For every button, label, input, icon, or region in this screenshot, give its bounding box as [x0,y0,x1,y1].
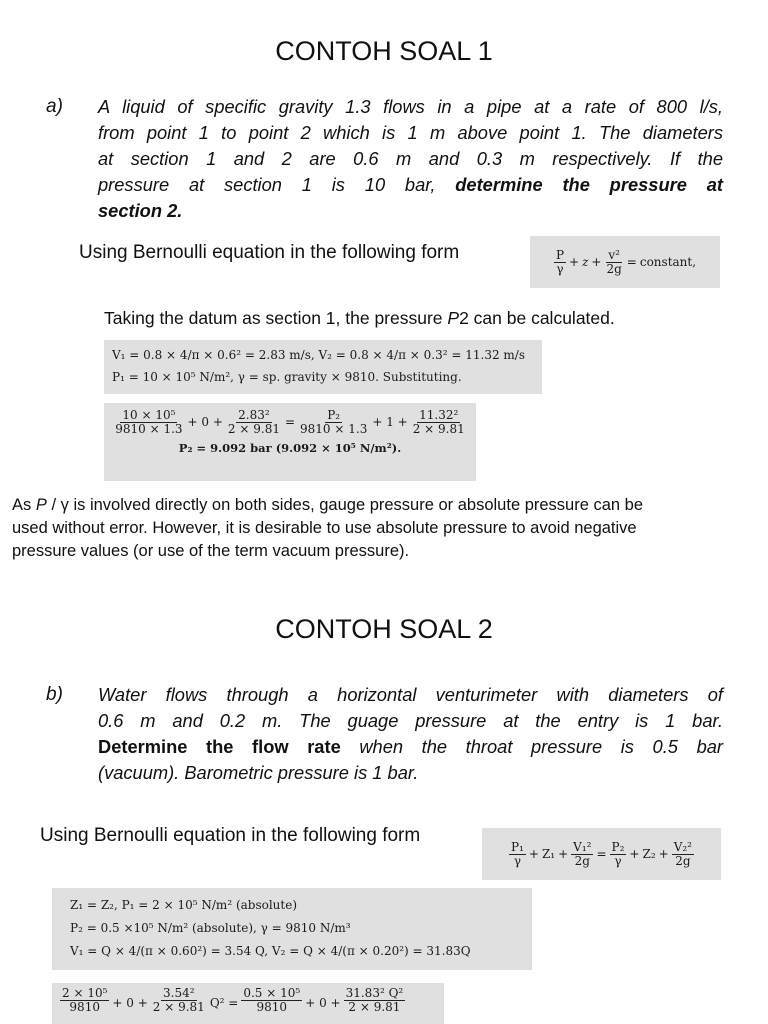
eq-two-g: 2g [675,853,691,868]
eq-plus: + [558,847,569,861]
frac-numerator: 2 × 10⁵ [62,986,108,1000]
example2-problem-line: Water flows through a horizontal venturimeter with diameters of [98,684,723,705]
frac-denominator: 2 × 9.81 [348,999,401,1014]
frac-numerator: 3.54² [163,986,195,1000]
example2-problem-line3 [98,734,723,760]
eq-constant: constant, [639,255,697,269]
eq-v2-squared: V₂² [673,839,692,854]
example2-problem-line: 0.6 m and 0.2 m. The guage pressure at the entry is 1 bar. [98,710,723,731]
example1-problem-emphasis-end: section 2. [98,200,183,221]
example2-substitution [52,983,444,1024]
eq-gamma: γ [614,853,622,868]
eq-plus: + [658,847,669,861]
example1-datum-text [104,308,615,329]
example2-problem-line: (vacuum). Barometric pressure is 1 bar. [98,762,419,783]
operator: + 0 + [187,415,223,430]
example2-label: b) [46,684,63,705]
operator: + 0 + [305,996,341,1010]
calc-line: V₁ = Q × 4/(π × 0.60²) = 3.54 Q, V₂ = Q × 4/(π × 0.20²) = 31.83Q [70,944,471,958]
note-post: / γ is involved directly on both sides, gauge pressure or absolute pressure can be [46,496,644,514]
example2-problem-line3-plain: when the throat pressure is 0.5 bar [340,736,723,757]
frac-denominator: 9810 [69,999,100,1014]
frac-numerator: P₂ [327,408,341,422]
example1-problem-line: from point 1 to point 2 which is 1 m above point 1. The diameters [98,122,723,143]
example2-title: CONTOH SOAL 2 [275,614,493,644]
frac-numerator: 11.32² [419,408,459,422]
frac-numerator: 2.83² [238,408,270,422]
eq-two-g: 2g [574,853,590,868]
example2-bernoulli-text: Using Bernoulli equation in the following form [40,825,421,846]
example1-problem-line: at section 1 and 2 are 0.6 m and 0.3 m respectively. If the [98,148,723,169]
datum-text-pre: Taking the datum as section 1, the pressure [104,308,448,328]
frac-denominator: 2 × 9.81 [412,421,465,436]
operator: + 1 + [372,415,408,430]
calc-line: Z₁ = Z₂, P₁ = 2 × 10⁵ N/m² (absolute) [70,898,298,912]
example1-velocity-calc [104,340,542,394]
frac-denominator: 9810 [256,999,288,1014]
frac-numerator: 31.83² Q² [345,986,404,1000]
calc-line: V₁ = 0.8 × 4/π × 0.6² = 2.83 m/s, V₂ = 0.8 × 4/π × 0.3² = 11.32 m/s [112,348,525,362]
eq-gamma: γ [513,853,522,868]
example1-problem-emphasis: determine the pressure at [455,174,723,195]
eq-pressure: P [555,247,565,262]
frac-numerator: 0.5 × 10⁵ [243,986,301,1000]
example1-problem [98,94,723,224]
operator: + 0 + [112,996,148,1010]
eq-p2: P₂ [611,839,625,854]
eq-two-g: 2g [606,261,622,276]
example1-problem-line4 [98,172,723,198]
calc-line: P₁ = 10 × 10⁵ N/m², γ = sp. gravity × 9810. Substituting. [112,370,462,384]
eq-equals: = [626,255,637,269]
eq-plus: + [528,847,539,861]
frac-denominator: 2 × 9.81 [152,999,205,1014]
example2-bernoulli-equation [482,828,721,880]
eq-velocity-squared: v² [608,247,620,262]
eq-plus: + [591,255,602,269]
eq-equals: = [596,847,607,861]
eq-plus: + [569,255,580,269]
example1-title: CONTOH SOAL 1 [275,36,493,66]
example2-problem-emphasis: Determine the flow rate [98,736,341,757]
frac-denominator: 2 × 9.81 [227,421,280,436]
eq-plus: + [629,847,640,861]
example1-label: a) [46,96,63,117]
note-line: pressure values (or use of the term vacuum pressure). [12,542,410,560]
example1-problem-line4-plain: pressure at section 1 is 10 bar, [98,174,456,195]
frac-denominator: 9810 × 1.3 [115,421,183,436]
operator: Q² = [209,996,239,1010]
datum-text-var: P [447,308,460,328]
eq-z: z [582,255,589,269]
eq-p1: P₁ [511,839,524,854]
frac-denominator: 9810 × 1.3 [300,421,368,436]
example1-bernoulli-equation [530,236,720,288]
eq-v1-squared: V₁² [573,839,592,854]
note-pre: As [12,496,36,514]
example1-result: P₂ = 9.092 bar (9.092 × 10⁵ N/m²). [178,441,402,456]
calc-line: P₂ = 0.5 ×10⁵ N/m² (absolute), γ = 9810 N/m³ [70,921,351,935]
eq-z1: Z₁ [541,847,556,861]
note-var: P [35,496,47,514]
example2-problem [98,682,723,786]
example1-substitution [104,403,476,481]
datum-text-post: 2 can be calculated. [459,308,615,328]
operator: = [284,415,296,430]
example1-bernoulli-text: Using Bernoulli equation in the following form [79,242,460,263]
frac-numerator: 10 × 10⁵ [122,408,176,422]
example2-given-values [52,888,532,970]
eq-z2: Z₂ [642,847,656,861]
example1-problem-line: A liquid of specific gravity 1.3 flows in a pipe at a rate of 800 l/s, [98,96,723,117]
note-line: used without error. However, it is desirable to use absolute pressure to avoid negative [12,519,637,537]
note-line [12,494,762,517]
example1-note [12,494,762,563]
eq-gamma: γ [556,261,564,276]
